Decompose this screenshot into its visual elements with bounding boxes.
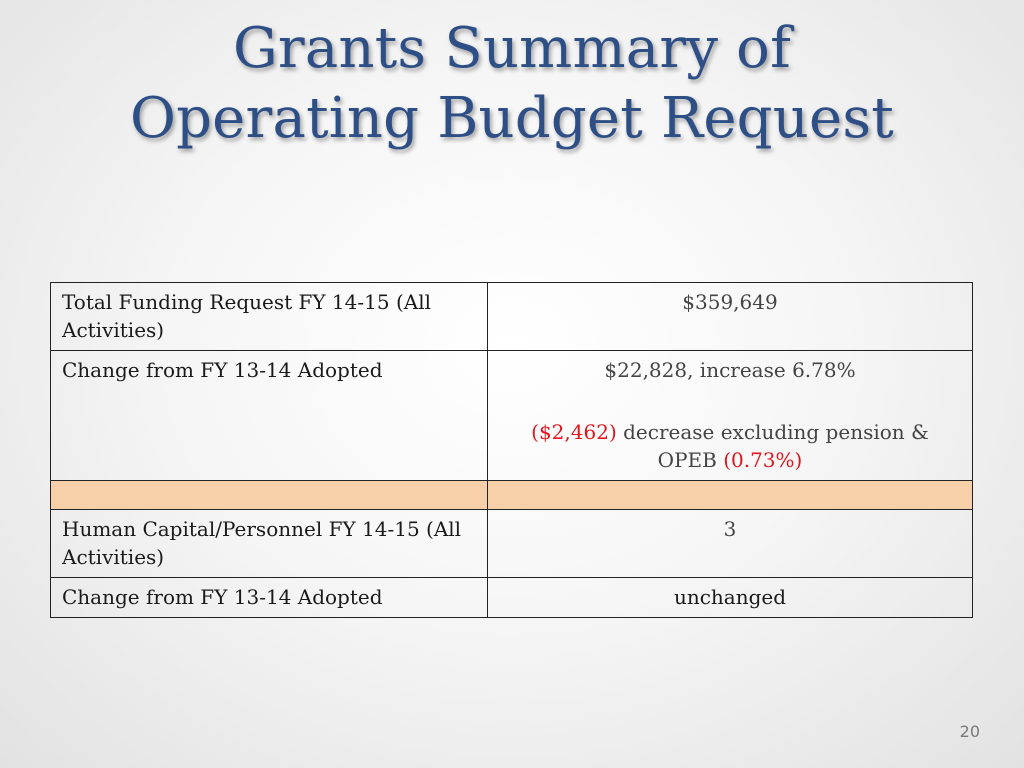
change-decrease-text <box>499 418 961 474</box>
negative-percent: (0.73%) <box>723 448 803 472</box>
row-label <box>51 481 488 510</box>
table-row-personnel <box>51 510 973 578</box>
row-value: $359,649 <box>488 283 973 351</box>
row-label: Change from FY 13-14 Adopted <box>51 351 488 481</box>
row-value <box>488 481 973 510</box>
decrease-description: decrease excluding pension & OPEB <box>616 420 929 472</box>
table-row-total-funding <box>51 283 973 351</box>
table-row-highlight-divider <box>51 481 973 510</box>
slide-title-line-1: Grants Summary of <box>232 16 792 81</box>
slide-title <box>0 14 1024 154</box>
slide-title-line-2: Operating Budget Request <box>130 86 894 151</box>
negative-amount: ($2,462) <box>531 420 617 444</box>
change-increase-text: $22,828, increase 6.78% <box>604 358 856 382</box>
row-value: unchanged <box>488 578 973 618</box>
row-value <box>488 351 973 481</box>
page-number: 20 <box>959 722 980 741</box>
row-value: 3 <box>488 510 973 578</box>
row-label: Total Funding Request FY 14-15 (All Activities) <box>51 283 488 351</box>
row-label: Human Capital/Personnel FY 14-15 (All Activities) <box>51 510 488 578</box>
table-row-change-personnel <box>51 578 973 618</box>
budget-summary-table <box>50 282 973 618</box>
spacer <box>499 384 961 418</box>
table-row-change-funding <box>51 351 973 481</box>
row-label: Change from FY 13-14 Adopted <box>51 578 488 618</box>
